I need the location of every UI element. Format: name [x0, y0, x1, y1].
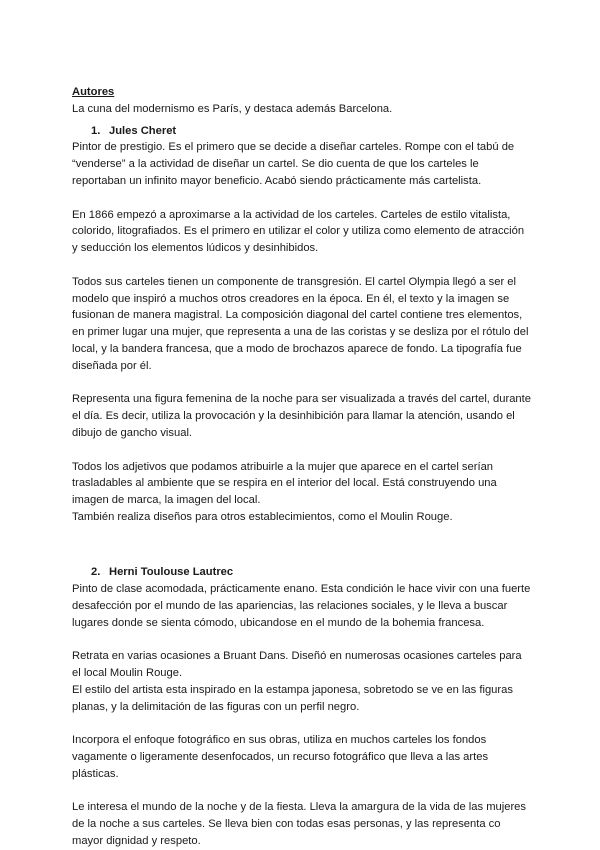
paragraph: Le interesa el mundo de la noche y de la fiesta. Lleva la amargura de la vida de las mujeres de la noche a sus carteles. Se lleva bien con todas esas personas, y las representa co mayor dignidad y respeto.: [72, 801, 526, 848]
paragraph: Pintor de prestigio. Es el primero que se decide a diseñar carteles. Rompe con el tabú de “venderse” a la actividad de diseñar un cartel. Se dio cuenta de que los carteles le reportaban un infinito mayor beneficio. Acabó siendo prácticamente más cartelista.: [72, 141, 515, 187]
paragraph: Incorpora el enfoque fotográfico en sus obras, utiliza en muchos carteles los fondos vagamente o ligeramente desenfocados, un recurso fotográfico que lleva a las artes plásticas.: [72, 734, 489, 780]
paragraph: Todos sus carteles tienen un componente de transgresión. El cartel Olympia llegó a ser el modelo que inspiró a muchos otros creadores en la época. En él, el texto y la imagen se fusionan de manera magistral. La composición diagonal del cartel contiene tres elementos, en primer lugar una mujer, que representa a una de las coristas y se desliza por el rótulo del local, y la bandera francesa, que a modo de brochazos aparece de fondo. La tipografía fue diseñada por él.: [72, 275, 529, 372]
document-title: Autores: [72, 86, 115, 98]
section-number: 1.: [91, 124, 101, 137]
section-number: 2.: [91, 566, 101, 579]
section-heading-lautrec: [91, 564, 532, 581]
paragraph: Todos los adjetivos que podamos atribuirle a la mujer que aparece en el cartel serían trasladables al ambiente que se respira en el interior del local. Está construyendo una imagen de marca, la imagen del local.: [72, 460, 497, 507]
section-heading-cheret: [91, 123, 532, 140]
paragraph: Representa una figura femenina de la noche para ser visualizada a través del cartel, durante el día. Es decir, utiliza la provocación y la desinhibición para llamar la atención, usando el dibujo de gancho visual.: [72, 393, 531, 439]
paragraph: Pinto de clase acomodada, prácticamente enano. Esta condición le hace vivir con una fuerte desafección por el mundo de las apariencias, las relaciones sociales, y le lleva a buscar lugares donde se sienta cómodo, ubicandose en el mundo de la bohemia francesa.: [72, 583, 531, 629]
section-title: Jules Cheret: [109, 124, 177, 137]
paragraph: En 1866 empezó a aproximarse a la actividad de los carteles. Carteles de estilo vitalista, colorido, litografiados. Es el primero en utilizar el color y utiliza como elemento de atracción y seducción los elementos lúdicos y desinhibidos.: [72, 208, 525, 255]
paragraph: También realiza diseños para otros establecimientos, como el Moulin Rouge.: [72, 510, 453, 523]
intro-paragraph: La cuna del modernismo es París, y destaca además Barcelona.: [72, 102, 393, 115]
paragraph: Retrata en varias ocasiones a Bruant Dans. Diseñó en numerosas ocasiones carteles para el local Moulin Rouge.: [72, 650, 522, 680]
document-page: [72, 84, 532, 850]
section-title: Herni Toulouse Lautrec: [109, 566, 234, 579]
paragraph: El estilo del artista esta inspirado en la estampa japonesa, sobretodo se ve en las figuras planas, y la delimitación de las figuras con un perfil negro.: [72, 683, 513, 713]
